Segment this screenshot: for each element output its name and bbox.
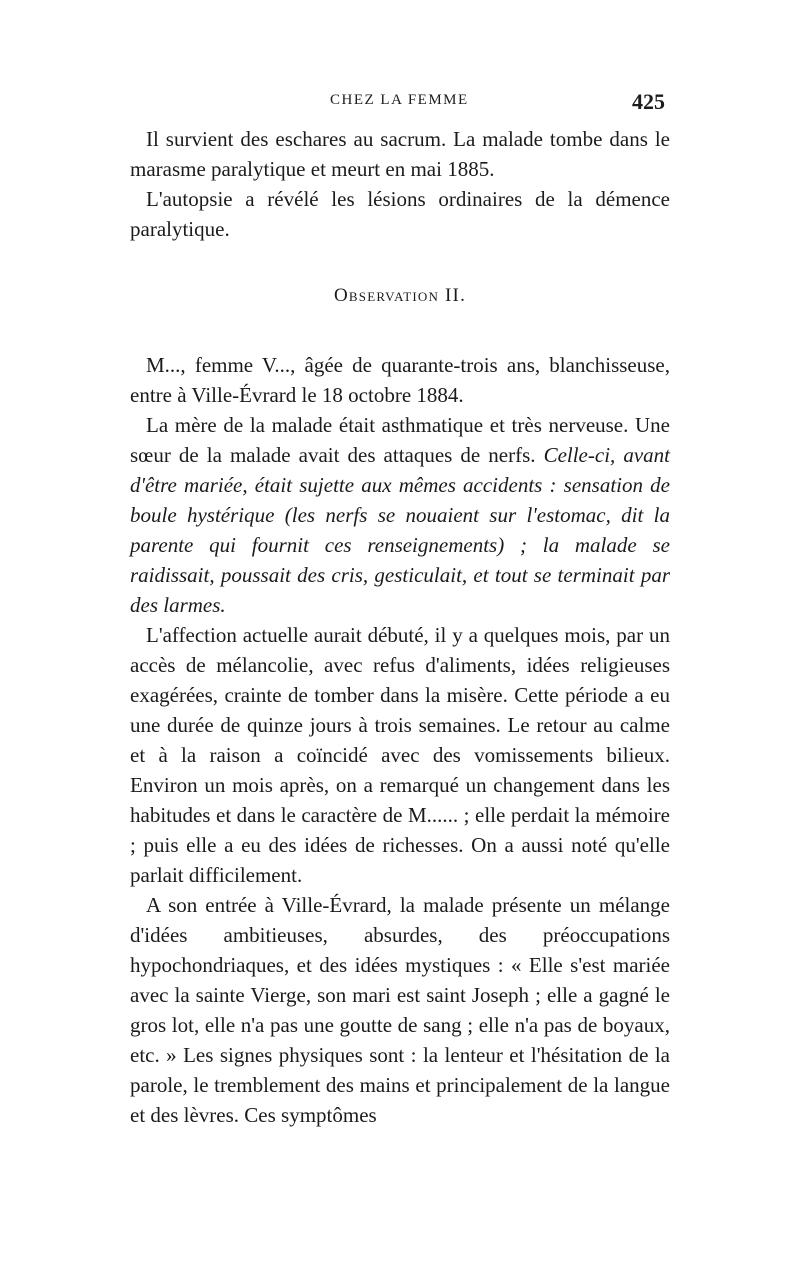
- observation-title: Observation II.: [333, 285, 467, 306]
- paragraph-3: M..., femme V..., âgée de quarante-trois ans, blanchisseuse, entre à Ville-Évrard le 18 octobre 1884.: [130, 353, 670, 407]
- paragraph-4-roman: La mère de la malade était asthmatique et très nerveuse. Une sœur de la malade avait des attaques de nerfs.: [130, 413, 670, 467]
- paragraph-4: [130, 410, 670, 620]
- running-title: CHEZ LA FEMME: [330, 92, 469, 108]
- paragraph-1: Il survient des eschares au sacrum. La malade tombe dans le marasme paralytique et meurt en mai 1885.: [130, 127, 670, 181]
- paragraph-2: L'autopsie a révélé les lésions ordinaires de la démence paralytique.: [130, 187, 670, 241]
- paragraph-6: A son entrée à Ville-Évrard, la malade présente un mélange d'idées ambitieuses, absurdes, des préoccupations hypochondriaques, et des idées mystiques : « Elle s'est mariée avec la sainte Vierge, son mari est saint Joseph ; elle a gagné le gros lot, elle n'a pas une goutte de sang ; elle n'a pas de boyaux, etc. » Les signes physiques sont : la lenteur et l'hésitation de la parole, le tremblement des mains et principalement de la langue et des lèvres. Ces symptômes: [130, 893, 670, 1127]
- paragraph-5: L'affection actuelle aurait débuté, il y a quelques mois, par un accès de mélancolie, avec refus d'aliments, idées religieuses exagérées, crainte de tomber dans la misère. Cette période a eu une durée de quinze jours à trois semaines. Le retour au calme et à la raison a coïncidé avec des vomissements bilieux. Environ un mois après, on a remarqué un changement dans les habitudes et dans le caractère de M...... ; elle perdait la mémoire ; puis elle a eu des idées de richesses. On a aussi noté qu'elle parlait difficilement.: [130, 623, 670, 887]
- text-block-top: [130, 124, 670, 244]
- page-header: [0, 89, 800, 116]
- paragraph-4-italic: Celle-ci, avant d'être mariée, était sujette aux mêmes accidents : sensation de boule hystérique (les nerfs se nouaient sur l'estomac, dit la parente qui fournit ces renseignements) ; la malade se raidissait, poussait des cris, gesticulait, et tout se terminait par des larmes.: [130, 443, 670, 617]
- text-block-main: [130, 350, 670, 1130]
- page-number: 425: [632, 89, 665, 114]
